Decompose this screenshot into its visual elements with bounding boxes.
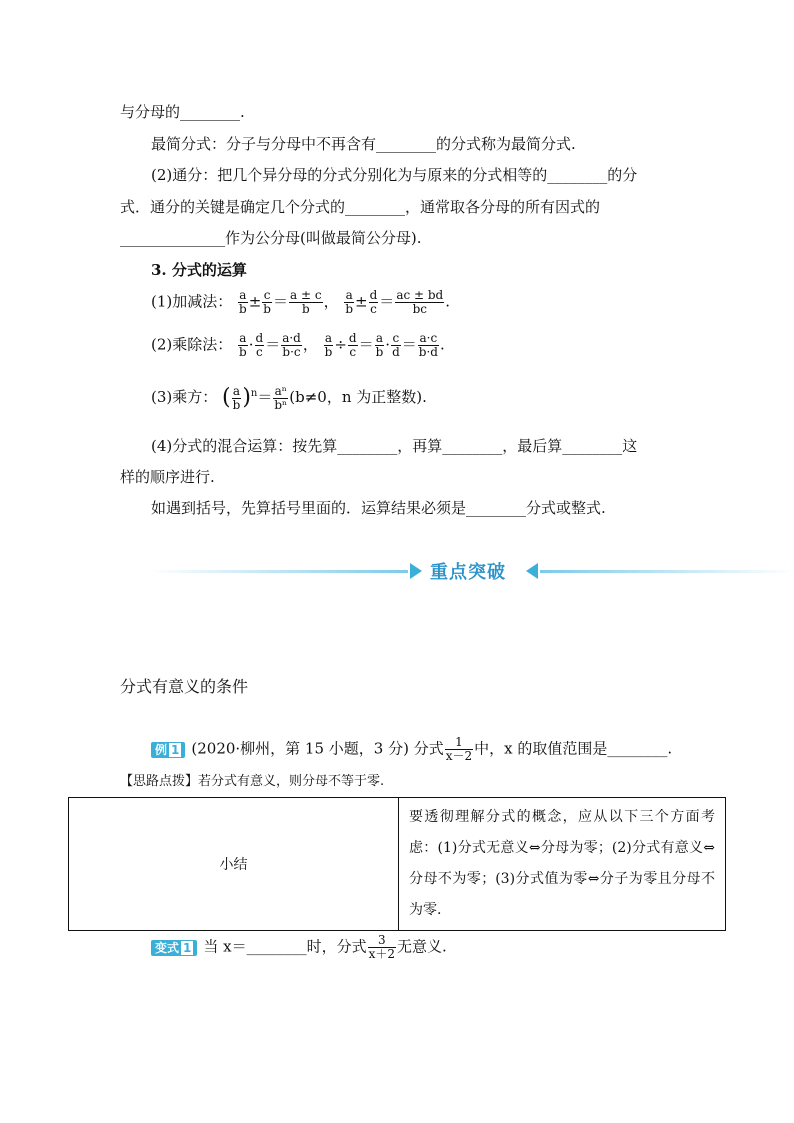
summary-label: 小结 [69, 798, 399, 931]
variant-1: 变式 1 当 x＝________时，分式 $\frac{3}{x+2}$ 无意义. [151, 934, 447, 961]
frac: $\frac{\text{aⁿ}}{\text{bⁿ}}$ [274, 383, 288, 412]
frac: $\frac{3}{x+2}$ [368, 933, 396, 961]
frac: $\frac{a\cdot d}{b\cdot c}$ [282, 331, 301, 359]
formula-mul-div: (2)乘除法： $\frac{a}{b}$ · $\frac{d}{c}$ ＝ $\frac{a\cdot d}{b\cdot c}$ ， $\frac{a}{b}$ ÷ $\frac{d}{c}$ ＝ $\frac{a}{b}$ · $\frac{c}{d}$ ＝ $\frac{a\cdot c}{b\cdot d}$ . [151, 331, 445, 359]
example-1: 例 1 (2020·柳州，第 15 小题，3 分) 分式 $\frac{1}{x-2}$ 中，x 的取值范围是________. [151, 736, 672, 763]
frac: $\frac{a \pm c}{b}$ [290, 288, 322, 316]
banner-line-left [150, 570, 408, 573]
banner-arrow-left-icon [410, 563, 422, 579]
line-simplest-fraction: 最简分式：分子与分母中不再含有________的分式称为最简分式. [151, 135, 576, 153]
formula-power: (3)乘方： ( $\frac{a}{b}$ )$^n$＝ $\frac{\text{aⁿ}}{\text{bⁿ}}$ (b≠0，n 为正整数). [151, 383, 427, 412]
label-mul-div: (2)乘除法： [151, 335, 233, 354]
line-1: 与分母的________. [120, 103, 245, 121]
frac: $\frac{d}{c}$ [348, 331, 357, 359]
summary-table [68, 797, 726, 931]
frac: $\frac{a}{b}$ [239, 331, 247, 359]
frac: $\frac{a}{b}$ [375, 331, 384, 359]
frac: $\frac{ac \pm bd}{bc}$ [396, 288, 444, 316]
line-11: 样的顺序进行. [120, 468, 215, 486]
line-5: ______________作为公分母(叫做最简公分母). [120, 229, 422, 247]
frac: $\frac{a\cdot c}{b\cdot d}$ [418, 331, 438, 359]
variant-tag: 变式 1 [151, 940, 197, 956]
line-4: 式．通分的关键是确定几个分式的________，通常取各分母的所有因式的 [120, 198, 601, 216]
frac: $\frac{1}{x-2}$ [445, 735, 473, 763]
banner-title: 重点突破 [430, 562, 506, 583]
frac: $\frac{a}{b}$ [324, 331, 333, 359]
hint: 【思路点拨】若分式有意义，则分母不等于零. [120, 774, 385, 789]
line-mixed-operations: (4)分式的混合运算：按先算________，再算________，最后算________这 [151, 437, 638, 455]
frac: $\frac{d}{c}$ [369, 288, 378, 316]
section-title: 分式有意义的条件 [120, 677, 249, 696]
summary-content: 要透彻理解分式的概念，应从以下三个方面考虑：(1)分式无意义⇔分母为零；(2)分式有意义⇔分母不为零；(3)分式值为零⇔分子为零且分母不为零. [399, 798, 726, 931]
line-common-denominator: (2)通分：把几个异分母的分式分别化为与原来的分式相等的________的分 [151, 166, 638, 184]
frac: $\frac{a}{b}$ [232, 383, 241, 412]
frac: $\frac{c}{b}$ [263, 288, 271, 316]
banner-line-right [540, 570, 794, 573]
label-power: (3)乘方： [151, 388, 218, 406]
frac: $\frac{a}{b}$ [239, 288, 247, 316]
label-add-sub: (1)加减法： [151, 292, 233, 311]
formula-add-sub: (1)加减法： $\frac{a}{b}$ ± $\frac{c}{b}$ ＝ $\frac{a \pm c}{b}$ ， $\frac{a}{b}$ ± $\frac{d}{c}$ ＝ $\frac{ac \pm bd}{bc}$ . [151, 288, 451, 316]
frac: $\frac{a}{b}$ [345, 288, 354, 316]
line-brackets: 如遇到括号，先算括号里面的．运算结果必须是________分式或整式. [151, 499, 606, 517]
frac: $\frac{d}{c}$ [255, 331, 264, 359]
example-tag: 例 1 [151, 742, 185, 758]
banner-arrow-right-icon [526, 563, 538, 579]
heading-operations: 3. 分式的运算 [151, 261, 247, 279]
frac: $\frac{c}{d}$ [392, 331, 400, 359]
